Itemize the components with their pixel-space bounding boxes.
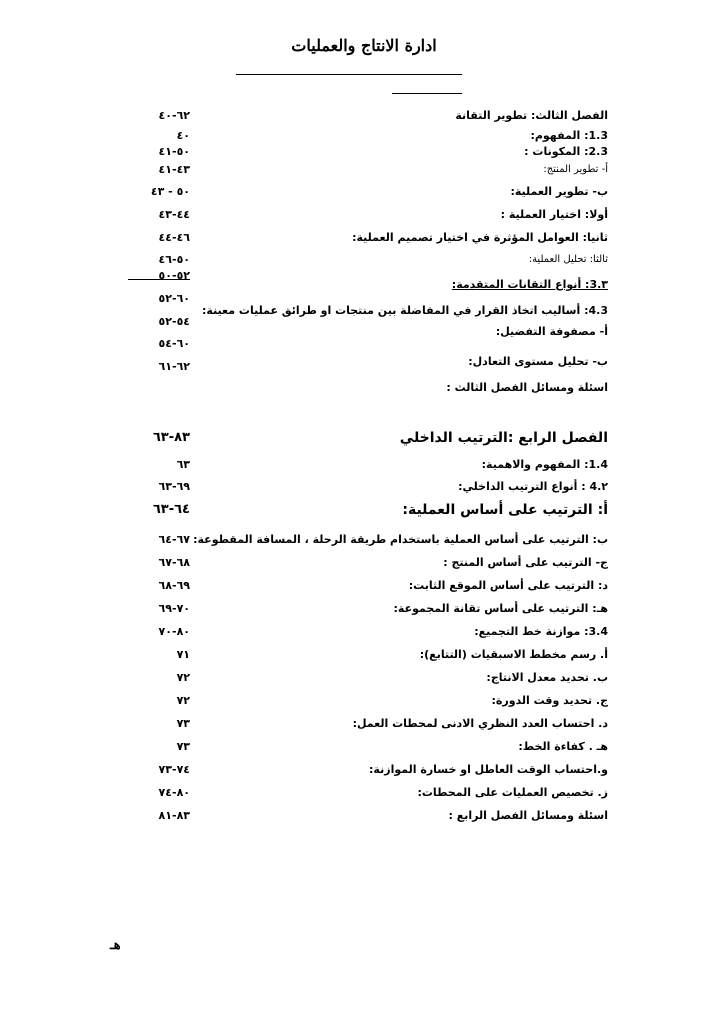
toc-entry-text: 4.3: أساليب اتخاذ القرار في المفاضلة بين منتجات او طرائق عمليات معينة: [202, 304, 608, 317]
toc-entry-text: اسئلة ومسائل الفصل الرابع : [448, 809, 608, 822]
toc-entry-page: ٧٠-٦٩ [158, 602, 190, 615]
toc-row [0, 760, 728, 780]
toc-entry-page: ٦٣ [176, 458, 190, 471]
toc-entry-page: ٦٤-٦٣ [152, 502, 190, 517]
toc-entry-page: ٥٠-٤٦ [158, 253, 190, 266]
toc-row-page-only [0, 334, 728, 354]
toc-row [0, 160, 728, 180]
toc-entry-text: د. احتساب العدد النظري الادنى لمحطات العمل: [352, 717, 608, 730]
toc-row [0, 783, 728, 803]
toc-row [0, 737, 728, 757]
toc-entry-page: ٦٢-٦١ [158, 360, 190, 373]
toc-entry-text: هـ . كفاءة الخط: [518, 740, 608, 753]
toc-row [0, 530, 728, 550]
toc-row-page-only [0, 312, 728, 332]
toc-row [0, 668, 728, 688]
toc-entry-page: ٨٣-٦٣ [152, 430, 190, 445]
toc-entry-page: ٦٩-٦٨ [158, 579, 190, 592]
toc-entry-text: أ. رسم مخطط الاسبقيات (التتابع): [419, 648, 608, 661]
toc-entry-page: ٤٦-٤٤ [158, 231, 190, 244]
toc-row [0, 806, 728, 826]
toc-entry-page: ٧١ [176, 648, 190, 661]
title-underline [236, 74, 462, 75]
toc-row [0, 455, 728, 475]
toc-row [0, 378, 728, 398]
toc-row [0, 645, 728, 665]
toc-row [0, 477, 728, 497]
toc-entry-page: ٨٠-٧٤ [158, 786, 190, 799]
toc-entry-page: ٦٠-٥٢ [158, 292, 190, 305]
toc-entry-text: ٢.4 : أنواع الترتيب الداخلي: [458, 480, 608, 493]
toc-entry-page: ٦٢-٤٠ [158, 109, 190, 122]
toc-row-ch3-title [0, 106, 728, 126]
toc-entry-text: ب: الترتيب على أساس العملية باستخدام طريقة الرحلة ، المسافة المقطوعة: [193, 533, 608, 546]
toc-entry-page: ٧٣ [176, 717, 190, 730]
page-number-divider [128, 279, 190, 280]
toc-row-page-only [0, 289, 728, 309]
toc-entry-text: أ- تطوير المنتج: [543, 164, 608, 175]
toc-entry-page: ٥٠ - ٤٣ [150, 185, 190, 198]
toc-entry-page: ٤٤-٤٣ [158, 208, 190, 221]
toc-entry-text: ٣.3: أنواع التقانات المتقدمة: [451, 278, 608, 291]
toc-row [0, 691, 728, 711]
toc-row [0, 599, 728, 619]
toc-row [0, 553, 728, 573]
toc-row [0, 205, 728, 225]
toc-row [0, 228, 728, 248]
toc-entry-page: ٧٤-٧٣ [158, 763, 190, 776]
toc-entry-text: ب- تحليل مستوى التعادل: [468, 355, 608, 368]
toc-row [0, 142, 728, 162]
toc-entry-text: أ: الترتيب على أساس العملية: [402, 502, 608, 518]
page-letter: هـ [110, 938, 121, 953]
toc-entry-text: 1.4: المفهوم والاهمية: [481, 458, 608, 471]
toc-entry-page: ٥٤-٥٢ [158, 315, 190, 328]
toc-row [0, 576, 728, 596]
toc-entry-text: 1.3: المفهوم: [530, 129, 608, 142]
toc-entry-text: الفصل الرابع :الترتيب الداخلي [399, 430, 608, 446]
page-title: ادارة الانتاج والعمليات [291, 36, 437, 55]
toc-row-ch4-title [0, 428, 728, 448]
toc-entry-page: ٨٠-٧٠ [158, 625, 190, 638]
toc-entry-page: ٧٢ [176, 671, 190, 684]
toc-entry-text: أ- مصفوفة التفضيل: [495, 325, 608, 338]
toc-entry-text: 2.3: المكونات : [524, 145, 608, 158]
toc-entry-text: ج. تحديد وقت الدورة: [491, 694, 608, 707]
toc-entry-text: هـ: الترتيب على أساس تقانة المجموعة: [393, 602, 608, 615]
toc-entry-text: ثانيا: العوامل المؤثرة في اختيار تصميم العملية: [352, 231, 608, 244]
toc-entry-page: ٤٣-٤١ [158, 163, 190, 176]
toc-entry-page: ٦٩-٦٣ [158, 480, 190, 493]
toc-entry-text: ج- الترتيب على أساس المنتج : [443, 556, 608, 569]
toc-entry-text: 3.4: موازنة خط التجميع: [474, 625, 608, 638]
toc-entry-page: ٦٨-٦٧ [158, 556, 190, 569]
toc-entry-page: ٤٠ [176, 129, 190, 142]
title-underline-short [392, 93, 462, 94]
toc-entry-page: ٦٠-٥٤ [158, 337, 190, 350]
toc-entry-text: أولا: اختيار العملية : [500, 208, 608, 221]
toc-row [0, 182, 728, 202]
toc-entry-text: الفصل الثالث: تطوير التقانة [455, 109, 608, 122]
toc-entry-page: ٦٧-٦٤ [158, 533, 190, 546]
toc-entry-text: د: الترتيب على أساس الموقع الثابت: [408, 579, 608, 592]
toc-row-page-only [0, 266, 728, 286]
toc-row [0, 714, 728, 734]
toc-entry-page: ٨٣-٨١ [158, 809, 190, 822]
toc-entry-text: ب- تطوير العملية: [510, 185, 608, 198]
toc-entry-page: ٥٢-٥٠ [158, 269, 190, 282]
toc-entry-text: ب. تحديد معدل الانتاج: [486, 671, 608, 684]
toc-entry-text: ثالثا: تحليل العملية: [528, 254, 608, 265]
toc-entry-page: ٧٢ [176, 694, 190, 707]
toc-row [0, 500, 728, 520]
toc-entry-text: ز. تخصيص العمليات على المحطات: [417, 786, 608, 799]
toc-row-page-only [0, 357, 728, 377]
toc-entry-text: اسئلة ومسائل الفصل الثالث : [446, 381, 608, 394]
toc-entry-text: و.احتساب الوقت العاطل او خسارة الموازنة: [369, 763, 608, 776]
toc-entry-page: ٧٣ [176, 740, 190, 753]
toc-row [0, 622, 728, 642]
toc-entry-page: ٥٠-٤١ [158, 145, 190, 158]
